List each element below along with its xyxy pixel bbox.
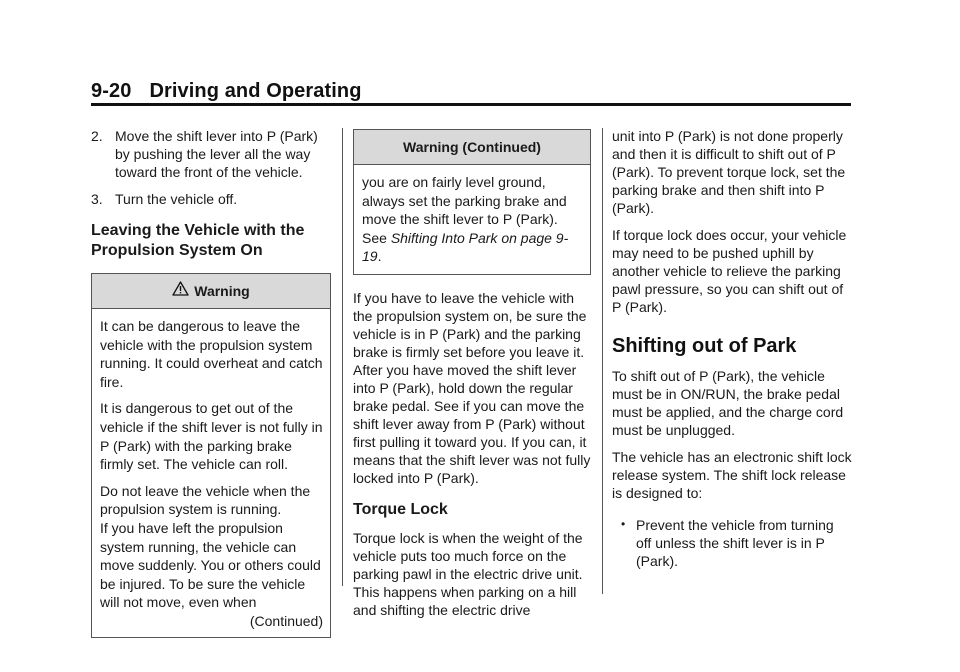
warning-title: Warning [194, 283, 250, 299]
bullet-icon: • [621, 517, 626, 531]
warning-paragraph [362, 173, 583, 266]
paragraph: If you have to leave the vehicle with the propulsion system on, be sure the vehicle is in P (Park) and the parking brake is firmly set before you leave it. After you have moved the shift lever into P (Park), hold down the regular brake pedal. See if you can move the shift lever away from P (Park) without first pulling it toward you. If you can, it means that the shift lever was not fully locked into P (Park). [353, 289, 591, 486]
section-heading: Shifting out of Park [612, 335, 797, 357]
warning-paragraph: Do not leave the vehicle when the propulsion system is running. [100, 482, 311, 518]
step-number: 2. [91, 128, 103, 144]
step-2 [91, 127, 331, 181]
warning-box [91, 273, 331, 638]
warning-triangle-icon [172, 274, 189, 308]
section-title: Driving and Operating [149, 80, 362, 102]
warning-paragraph: It is dangerous to get out of the vehicle if the shift lever is not fully in P (Park) with the parking brake firmly set. The vehicle can roll. [100, 400, 323, 473]
warning-body [354, 165, 590, 274]
bullet-text: Prevent the vehicle from turning off unless the shift lever is in P (Park). [636, 517, 834, 569]
column-divider-right [602, 128, 603, 594]
page-header [91, 80, 362, 103]
warning-body [92, 309, 330, 637]
warning-text: you are on fairly level ground, always set the parking brake and move the shift lever to P (Park). See [362, 174, 567, 246]
warning-box-continued [353, 129, 591, 275]
paragraph: If torque lock does occur, your vehicle may need to be pushed uphill by another vehicle to relieve the parking pawl pressure, so you can shift out of P (Park). [612, 227, 847, 315]
paragraph: The vehicle has an electronic shift lock release system. The shift lock release is designed to: [612, 449, 852, 501]
warning-paragraph: If you have left the propulsion system running, the vehicle can move suddenly. You or others could be injured. To be sure the vehicle will not move, even when [100, 519, 321, 611]
step-number: 3. [91, 191, 103, 207]
paragraph: Torque lock is when the weight of the vehicle puts too much force on the parking pawl in the electric drive unit. This happens when parking on a hill and shifting the electric drive [353, 529, 583, 618]
warning-header: Warning (Continued) [354, 130, 590, 165]
step-text: Move the shift lever into P (Park) by pushing the lever all the way toward the front of the vehicle. [115, 128, 318, 180]
warning-paragraph: It can be dangerous to leave the vehicle with the propulsion system running. It could overheat and catch fire. [100, 318, 323, 390]
column-divider-left [342, 128, 343, 586]
bullet-item [612, 516, 852, 570]
cross-reference-link[interactable]: Shifting Into Park on page 9-19 [362, 229, 569, 265]
section-heading: Torque Lock [353, 500, 448, 518]
section-heading: Leaving the Vehicle with the Propulsion System On [91, 222, 305, 259]
warning-text-end: . [377, 248, 382, 265]
header-rule [91, 103, 851, 106]
step-text: Turn the vehicle off. [115, 191, 238, 207]
paragraph: unit into P (Park) is not done properly and then it is difficult to shift out of P (Park). To prevent torque lock, set the parking brake and then shift into P (Park). [612, 128, 846, 216]
continued-label: (Continued) [249, 612, 323, 629]
page-number: 9-20 [91, 80, 132, 102]
warning-header [92, 274, 330, 309]
paragraph: To shift out of P (Park), the vehicle must be in ON/RUN, the brake pedal must be applied, and the charge cord must be unplugged. [612, 368, 844, 438]
step-3 [91, 190, 331, 208]
column-1 [91, 127, 331, 638]
column-2 [353, 127, 591, 628]
column-3 [612, 127, 852, 579]
